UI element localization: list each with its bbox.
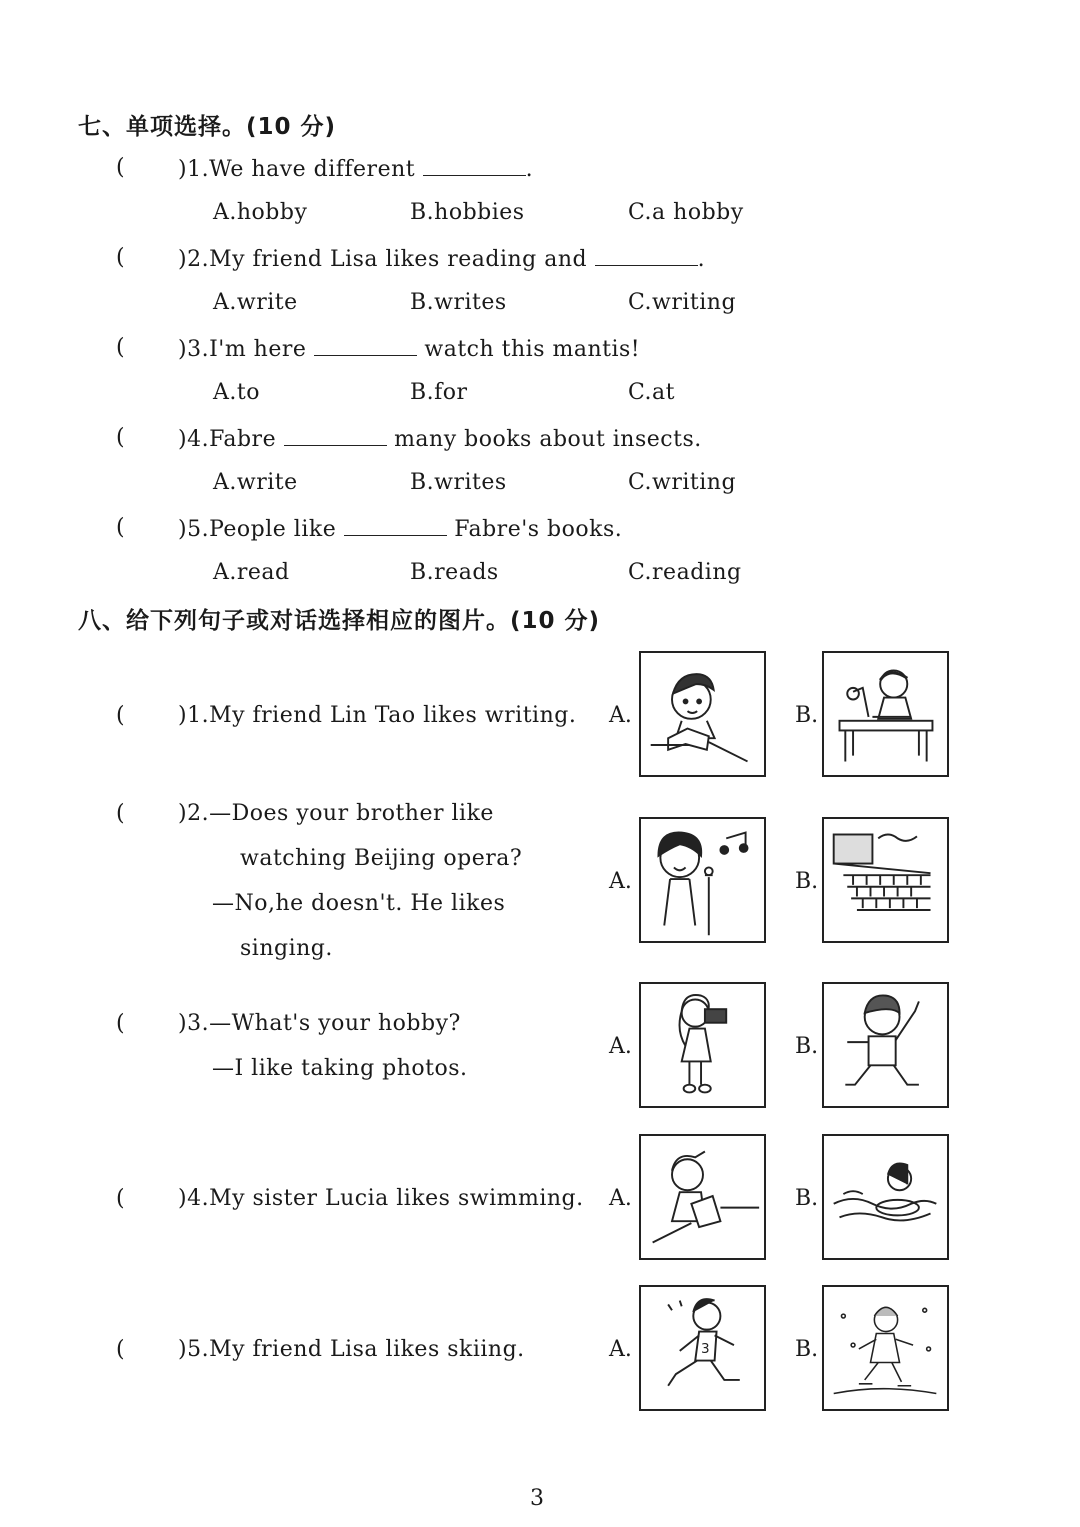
s7-q3-option-a: A.to (213, 380, 260, 405)
girl-swimming-icon (822, 1134, 949, 1260)
answer-blank[interactable] (314, 335, 417, 356)
girl-running-icon (639, 1285, 766, 1411)
answer-paren: ( (116, 155, 125, 180)
s8-q3-line-2: —I like taking photos. (212, 1056, 468, 1081)
s7-q5-option-b: B.reads (410, 560, 499, 585)
girl-skating-icon (822, 1285, 949, 1411)
question-stem: My friend Lisa likes reading and (209, 247, 595, 272)
s7-q3-option-b: B.for (410, 380, 468, 405)
s7-q3-option-c: C.at (628, 380, 675, 405)
girl-singing-icon (639, 817, 766, 943)
svg-text:3: 3 (701, 1340, 710, 1357)
s7-q1-option-a: A.hobby (213, 200, 308, 225)
girl-camera-icon (639, 982, 766, 1108)
question-number: )2. (178, 247, 210, 272)
s7-question-5 (178, 515, 622, 542)
question-stem-end: . (525, 157, 534, 182)
s8-q3-line-1: )3.—What's your hobby? (178, 1011, 461, 1036)
picture-label-a: A. (609, 703, 632, 728)
question-number: )5. (178, 517, 210, 542)
picture-label-a: A. (609, 1186, 632, 1211)
section-8-title: 八、给下列句子或对话选择相应的图片。(10 分) (78, 608, 601, 634)
s7-q5-option-c: C.reading (628, 560, 742, 585)
s7-q2-option-b: B.writes (410, 290, 507, 315)
answer-paren: ( (116, 245, 125, 270)
s8-q5-text: )5.My friend Lisa likes skiing. (178, 1337, 525, 1362)
picture-label-b: B. (795, 1034, 819, 1059)
question-number: )4. (178, 427, 210, 452)
s8-q2-line-3: —No,he doesn't. He likes (212, 891, 506, 916)
opera-theater-icon (822, 817, 949, 943)
picture-label-a: A. (609, 1034, 632, 1059)
answer-paren: ( (116, 1186, 125, 1211)
s7-q1-option-b: B.hobbies (410, 200, 525, 225)
answer-paren: ( (116, 425, 125, 450)
answer-blank[interactable] (344, 515, 447, 536)
answer-blank[interactable] (284, 425, 387, 446)
s7-q5-option-a: A.read (213, 560, 290, 585)
answer-blank[interactable] (423, 155, 526, 176)
s7-q4-option-b: B.writes (410, 470, 507, 495)
s8-q2-line-4: singing. (240, 936, 333, 961)
picture-label-b: B. (795, 869, 819, 894)
picture-label-a: A. (609, 1337, 632, 1362)
question-stem: I'm here (209, 337, 314, 362)
answer-paren: ( (116, 703, 125, 728)
question-stem-end: many books about insects. (386, 427, 702, 452)
answer-paren: ( (116, 801, 125, 826)
picture-label-b: B. (795, 1186, 819, 1211)
boy-reading-icon (639, 651, 766, 777)
question-stem-end: watch this mantis! (416, 337, 641, 362)
s7-question-4 (178, 425, 702, 452)
boy-kungfu-icon (822, 982, 949, 1108)
question-number: )1. (178, 157, 210, 182)
girl-reading-icon (639, 1134, 766, 1260)
s7-question-1 (178, 155, 533, 182)
picture-label-a: A. (609, 869, 632, 894)
answer-blank[interactable] (595, 245, 698, 266)
question-number: )3. (178, 337, 210, 362)
s8-q2-line-2: watching Beijing opera? (240, 846, 523, 871)
question-stem-end: Fabre's books. (446, 517, 623, 542)
picture-label-b: B. (795, 703, 819, 728)
picture-label-b: B. (795, 1337, 819, 1362)
question-stem: We have different (209, 157, 423, 182)
s8-q4-text: )4.My sister Lucia likes swimming. (178, 1186, 584, 1211)
s7-q4-option-a: A.write (213, 470, 298, 495)
s7-q1-option-c: C.a hobby (628, 200, 744, 225)
s7-q2-option-c: C.writing (628, 290, 737, 315)
s7-question-2 (178, 245, 705, 272)
answer-paren: ( (116, 335, 125, 360)
question-stem: People like (209, 517, 344, 542)
answer-paren: ( (116, 1337, 125, 1362)
section-7-title: 七、单项选择。(10 分) (78, 114, 337, 140)
s7-q4-option-c: C.writing (628, 470, 737, 495)
answer-paren: ( (116, 1011, 125, 1036)
s8-q1-text: )1.My friend Lin Tao likes writing. (178, 703, 577, 728)
s8-q2-line-1: )2.—Does your brother like (178, 801, 494, 826)
s7-q2-option-a: A.write (213, 290, 298, 315)
boy-writing-at-desk-icon (822, 651, 949, 777)
question-stem: Fabre (209, 427, 284, 452)
page-number: 3 (530, 1486, 544, 1511)
answer-paren: ( (116, 515, 125, 540)
question-stem-end: . (697, 247, 706, 272)
s7-question-3 (178, 335, 640, 362)
